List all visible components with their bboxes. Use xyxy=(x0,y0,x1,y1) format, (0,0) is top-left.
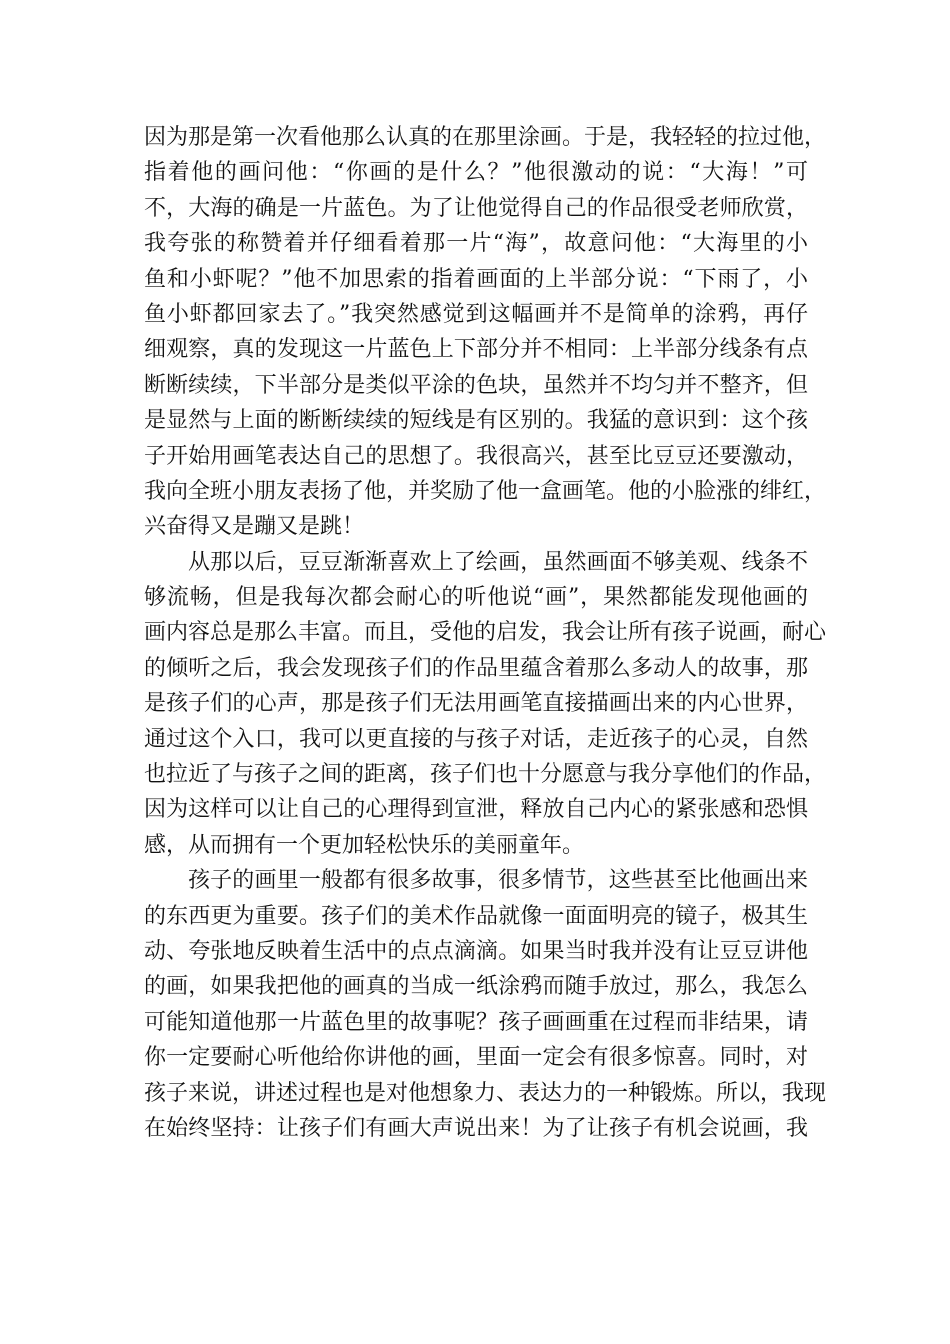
text-line: 也拉近了与孩子之间的距离，孩子们也十分愿意与我分享他们的作品， xyxy=(144,762,827,788)
text-line: 感，从而拥有一个更加轻松快乐的美丽童年。 xyxy=(144,832,585,858)
text-line: 可能知道他那一片蓝色里的故事呢？孩子画画重在过程而非结果，请 xyxy=(144,1009,808,1035)
text-line: 鱼和小虾呢？”他不加思索的指着画面的上半部分说：“下雨了，小 xyxy=(144,266,808,292)
text-line: 的倾听之后，我会发现孩子们的作品里蕴含着那么多动人的故事，那 xyxy=(144,655,808,681)
text-line: 是显然与上面的断断续续的短线是有区别的。我猛的意识到：这个孩 xyxy=(144,408,808,434)
text-line: 孩子来说，讲述过程也是对他想象力、表达力的一种锻炼。所以，我现 xyxy=(144,1080,827,1106)
text-line: 鱼小虾都回家去了。”我突然感觉到这幅画并不是简单的涂鸦，再仔 xyxy=(144,301,808,327)
text-line: 动、夸张地反映着生活中的点点滴滴。如果当时我并没有让豆豆讲他 xyxy=(144,938,808,964)
paragraph-first-line: 从那以后，豆豆渐渐喜欢上了绘画，虽然画面不够美观、线条不 xyxy=(188,549,808,575)
text-line: 通过这个入口，我可以更直接的与孩子对话，走近孩子的心灵，自然 xyxy=(144,726,808,752)
text-line: 你一定要耐心听他给你讲他的画，里面一定会有很多惊喜。同时，对 xyxy=(144,1045,808,1071)
text-line: 细观察，真的发现这一片蓝色上下部分并不相同：上半部分线条有点 xyxy=(144,337,808,363)
text-line: 画内容总是那么丰富。而且，受他的启发，我会让所有孩子说画，耐心 xyxy=(144,620,827,646)
text-line: 兴奋得又是蹦又是跳！ xyxy=(144,514,365,540)
text-line: 是孩子们的心声，那是孩子们无法用画笔直接描画出来的内心世界， xyxy=(144,691,808,717)
text-line: 断断续续，下半部分是类似平涂的色块，虽然并不均匀并不整齐，但 xyxy=(144,372,808,398)
text-line: 在始终坚持：让孩子们有画大声说出来！为了让孩子有机会说画，我 xyxy=(144,1115,808,1141)
text-line: 指着他的画问他：“你画的是什么？”他很激动的说：“大海！”可 xyxy=(144,160,808,186)
text-line: 因为这样可以让自己的心理得到宣泄，释放自己内心的紧张感和恐惧 xyxy=(144,797,808,823)
text-line: 不，大海的确是一片蓝色。为了让他觉得自己的作品很受老师欣赏， xyxy=(144,195,808,221)
text-line: 我夸张的称赞着并仔细看着那一片“海”，故意问他：“大海里的小 xyxy=(144,231,808,257)
text-line: 的东西更为重要。孩子们的美术作品就像一面面明亮的镜子，极其生 xyxy=(144,903,808,929)
text-line: 我向全班小朋友表扬了他，并奖励了他一盒画笔。他的小脸涨的绯红， xyxy=(144,478,827,504)
text-line: 的画，如果我把他的画真的当成一纸涂鸦而随手放过，那么，我怎么 xyxy=(144,974,808,1000)
body-text xyxy=(144,120,827,1146)
text-line: 够流畅，但是我每次都会耐心的听他说“画”，果然都能发现他画的 xyxy=(144,585,808,611)
text-line: 因为那是第一次看他那么认真的在那里涂画。于是，我轻轻的拉过他， xyxy=(144,125,827,150)
text-line: 子开始用画笔表达自己的思想了。我很高兴，甚至比豆豆还要激动， xyxy=(144,443,808,469)
paragraph-first-line: 孩子的画里一般都有很多故事，很多情节，这些甚至比他画出来 xyxy=(188,868,808,894)
